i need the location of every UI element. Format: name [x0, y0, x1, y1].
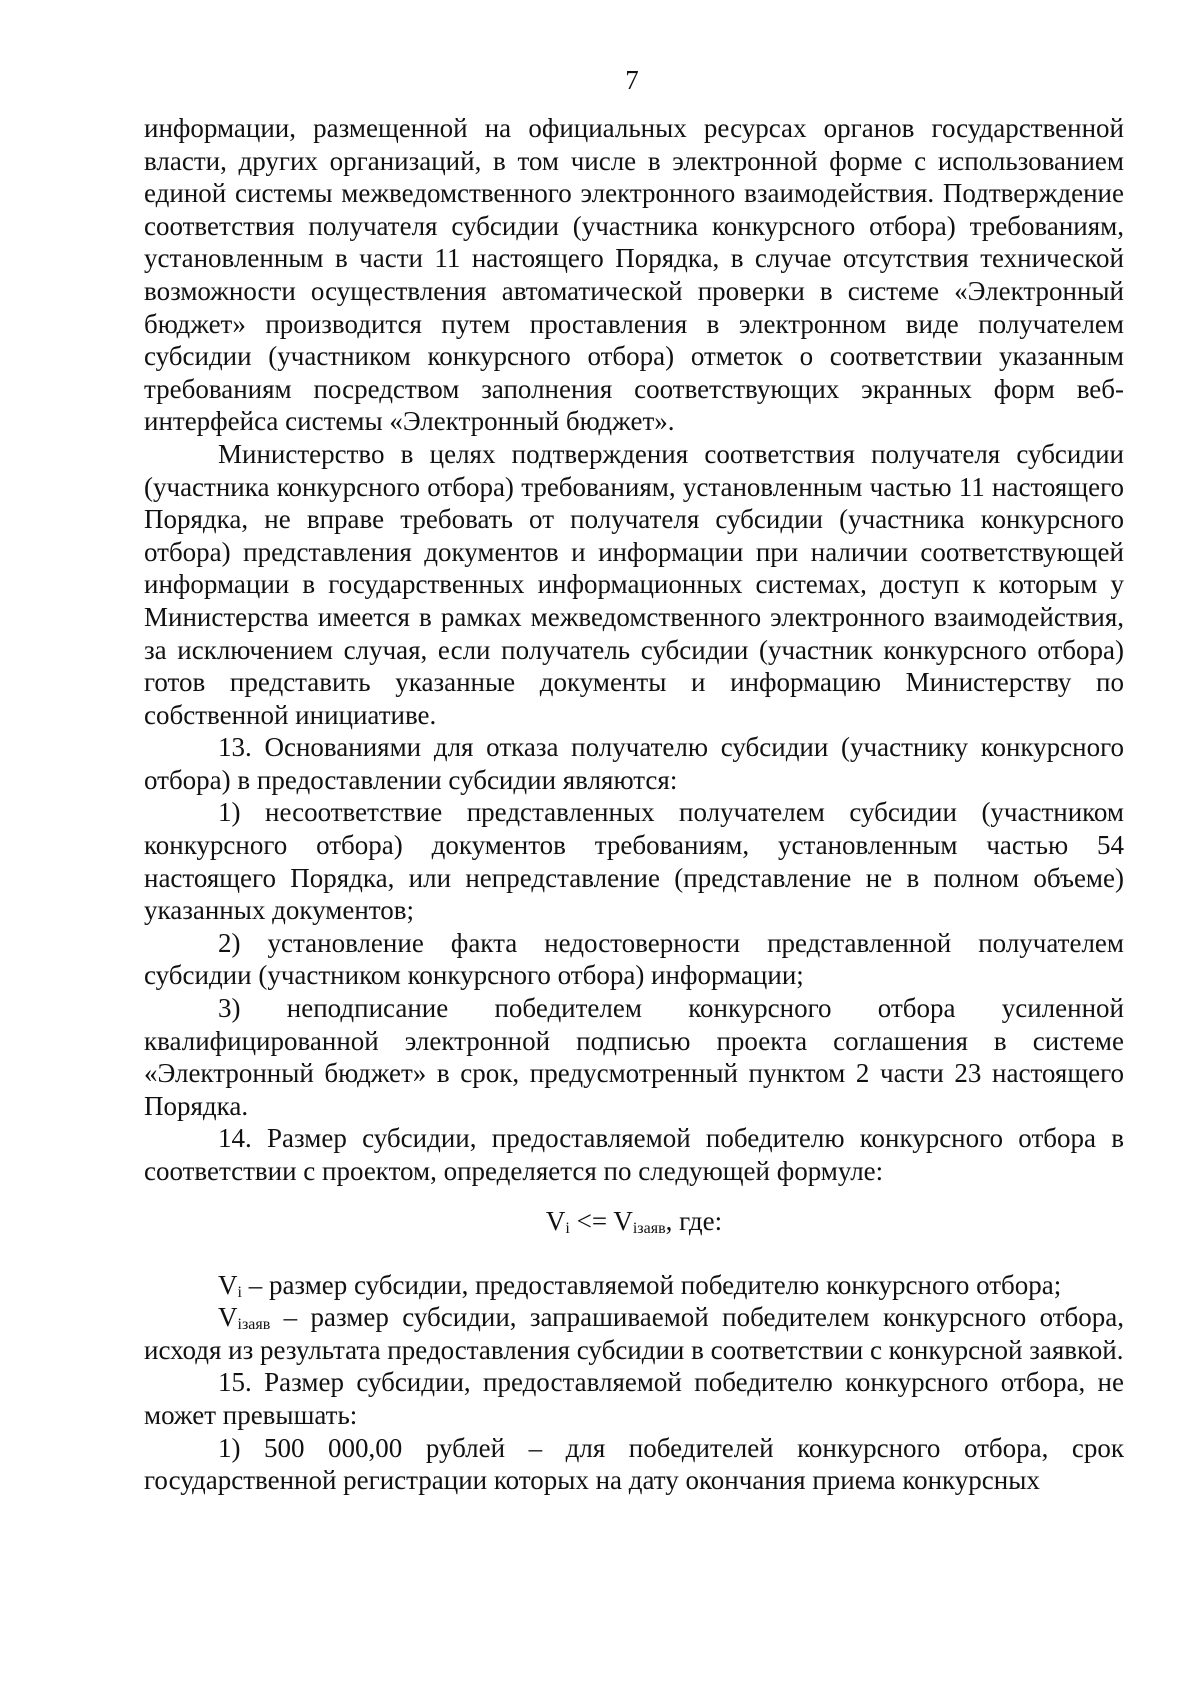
formula	[144, 1205, 1124, 1237]
def-vi-text: – размер субсидии, предоставляемой победителю конкурсного отбора;	[241, 1269, 1062, 1300]
paragraph-15-item-1: 1) 500 000,00 рублей – для победителей конкурсного отбора, срок государственной регистрации которых на дату окончания приема конкурсных	[144, 1432, 1124, 1496]
formula-operator: <=	[569, 1205, 614, 1236]
paragraph-14: 14. Размер субсидии, предоставляемой победителю конкурсного отбора в соответствии с проектом, определяется по следующей формуле:	[144, 1123, 1124, 1186]
formula-suffix: , где:	[665, 1205, 723, 1236]
paragraph-2: Министерство в целях подтверждения соответствия получателя субсидии (участника конкурсного отбора) требованиям, установленным частью 11 настоящего Порядка, не вправе требовать от получателя субсидии (участника конкурсного отбора) представления документов и информации при наличии соответствующей информации в государственных информационных системах, доступ к которым у Министерства имеется в рамках межведомственного электронного взаимодействия, за исключением случая, если получатель субсидии (участник конкурсного отбора) готов представить указанные документы и информацию Министерству по собственной инициативе.	[144, 438, 1124, 730]
document-body	[144, 112, 1124, 1497]
paragraph-13-item-3: 3) неподписание победителем конкурсного отбора усиленной квалифицированной электронной подписью проекта соглашения в системе «Электронный бюджет» в срок, предусмотренный пунктом 2 части 23 настоящего Порядка.	[144, 993, 1124, 1121]
def-vi-sub: i	[237, 1283, 242, 1301]
paragraph-15: 15. Размер субсидии, предоставляемой победителю конкурсного отбора, не может превышать:	[144, 1367, 1124, 1430]
def-vizayav-v: V	[218, 1302, 238, 1333]
def-vizayav-text: – размер субсидии, запрашиваемой победителем конкурсного отбора, исходя из результата предоставления субсидии в соответствии с конкурсной заявкой.	[144, 1302, 1124, 1365]
formula-v: V	[545, 1205, 566, 1236]
formula-v2: V	[613, 1205, 633, 1236]
definition-vi	[144, 1269, 1124, 1302]
formula-sub-i: i	[565, 1219, 570, 1237]
definition-vizayav	[144, 1301, 1124, 1366]
paragraph-1: информации, размещенной на официальных ресурсах органов государственной власти, других организаций, в том числе в электронной форме с использованием единой системы межведомственного электронного взаимодействия. Подтверждение соответствия получателя субсидии (участника конкурсного отбора) требованиям, установленным в части 11 настоящего Порядка, в случае отсутствия технической возможности осуществления автоматической проверки в системе «Электронный бюджет» производится путем проставления в электронном виде получателем субсидии (участником конкурсного отбора) отметок о соответствии указанным требованиям посредством заполнения соответствующих экранных форм веб-интерфейса системы «Электронный бюджет».	[144, 113, 1124, 437]
paragraph-13-item-2: 2) установление факта недостоверности представленной получателем субсидии (участником конкурсного отбора) информации;	[144, 927, 1124, 991]
def-vizayav-sub: iзаяв	[237, 1316, 271, 1334]
def-vi-v: V	[218, 1269, 238, 1300]
formula-sub-izayav: iзаяв	[632, 1219, 666, 1237]
page-number: 7	[625, 65, 639, 95]
paragraph-13: 13. Основаниями для отказа получателю субсидии (участнику конкурсного отбора) в предоставлении субсидии являются:	[144, 732, 1124, 795]
paragraph-13-item-1: 1) несоответствие представленных получателем субсидии (участником конкурсного отбора) документов требованиям, установленным частью 54 настоящего Порядка, или непредставление (представление не в полном объеме) указанных документов;	[144, 797, 1124, 926]
